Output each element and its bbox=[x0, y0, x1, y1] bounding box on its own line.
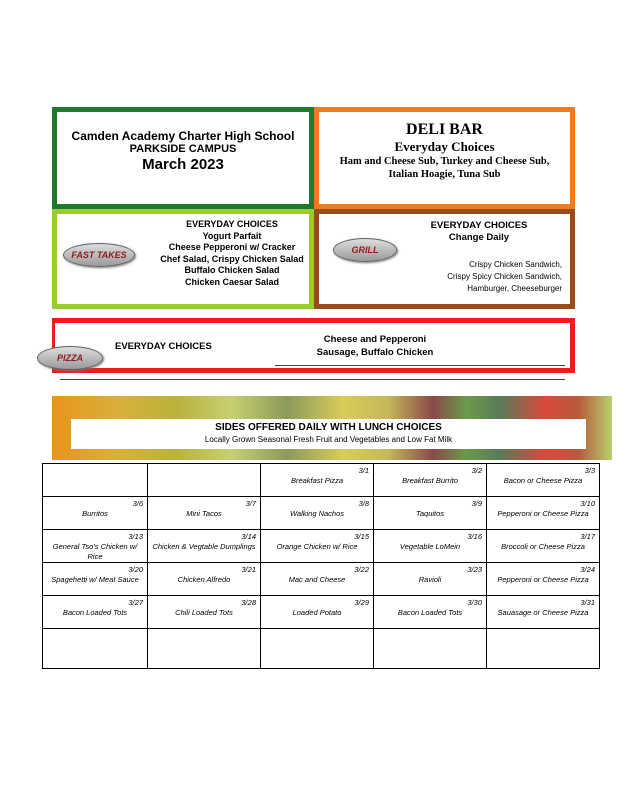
pizza-list bbox=[275, 333, 475, 359]
section-divider bbox=[60, 379, 565, 380]
calendar-day-cell bbox=[261, 596, 374, 629]
calendar-meal: Chili Loaded Tots bbox=[175, 608, 233, 617]
calendar-date: 3/8 bbox=[358, 499, 369, 508]
calendar-meal: Mini Tacos bbox=[186, 509, 222, 518]
calendar-date: 3/14 bbox=[241, 532, 256, 541]
calendar-day-cell bbox=[374, 497, 487, 530]
calendar-meal: Sauasage or Cheese Pizza bbox=[497, 608, 589, 617]
calendar-meal: Pepperoni or Cheese Pizza bbox=[497, 575, 589, 584]
calendar-week-row bbox=[43, 629, 600, 669]
deli-subtitle: Everyday Choices bbox=[394, 139, 495, 154]
calendar-meal: Bacon Loaded Tots bbox=[62, 608, 128, 617]
calendar-date: 3/9 bbox=[471, 499, 482, 508]
calendar-day-cell bbox=[43, 530, 148, 563]
calendar-date: 3/21 bbox=[241, 565, 256, 574]
calendar-day-cell bbox=[374, 563, 487, 596]
calendar-date: 3/27 bbox=[128, 598, 143, 607]
grill-item: Hamburger, Cheeseburger bbox=[467, 284, 562, 293]
calendar-day-cell bbox=[261, 497, 374, 530]
deli-line-2: Italian Hoagie, Tuna Sub bbox=[388, 169, 501, 180]
calendar-date: 3/13 bbox=[128, 532, 143, 541]
calendar-day-cell bbox=[148, 596, 261, 629]
deli-line-1: Ham and Cheese Sub, Turkey and Cheese Sub, bbox=[339, 156, 550, 167]
pizza-badge: PIZZA bbox=[37, 346, 103, 370]
fast-takes-list bbox=[152, 219, 312, 288]
calendar-day-cell bbox=[487, 497, 600, 530]
calendar-day-cell bbox=[487, 629, 600, 669]
calendar-meal: Mac and Cheese bbox=[288, 575, 346, 584]
sides-title: SIDES OFFERED DAILY WITH LUNCH CHOICES bbox=[215, 422, 442, 433]
calendar-meal: Broccoli or Cheese Pizza bbox=[501, 542, 585, 551]
pizza-underline bbox=[275, 365, 565, 366]
calendar-meal: Vegetable LoMein bbox=[399, 542, 461, 551]
fast-takes-heading: EVERYDAY CHOICES bbox=[186, 219, 278, 229]
calendar-week-row bbox=[43, 530, 600, 563]
calendar-date: 3/29 bbox=[354, 598, 369, 607]
grill-heading-block bbox=[424, 220, 534, 244]
calendar-meal: Burritos bbox=[82, 509, 108, 518]
calendar-date: 3/2 bbox=[471, 466, 482, 475]
calendar-day-cell bbox=[261, 464, 374, 497]
calendar-meal: Orange Chicken w/ Rice bbox=[276, 542, 358, 551]
fast-takes-item: Cheese Pepperoni w/ Cracker bbox=[168, 242, 296, 252]
calendar-meal: Spagehetti w/ Meat Sauce bbox=[51, 575, 139, 584]
calendar-meal: Breakfast Burrito bbox=[402, 476, 458, 485]
calendar-date: 3/20 bbox=[128, 565, 143, 574]
calendar-day-cell bbox=[43, 563, 148, 596]
grill-item: Crispy Spicy Chicken Sandwich, bbox=[447, 272, 562, 281]
sides-banner bbox=[71, 419, 586, 449]
school-header-box bbox=[52, 107, 314, 209]
fast-takes-badge: FAST TAKES bbox=[63, 243, 135, 267]
fast-takes-item: Chef Salad, Crispy Chicken Salad bbox=[160, 253, 304, 264]
grill-badge: GRILL bbox=[333, 238, 397, 262]
calendar-meal: Chicken Alfredo bbox=[177, 575, 231, 584]
calendar-day-cell bbox=[487, 563, 600, 596]
calendar-meal: Taquitos bbox=[415, 509, 445, 518]
calendar-week-row bbox=[43, 497, 600, 530]
pizza-line-2: Sausage, Buffalo Chicken bbox=[316, 347, 434, 358]
calendar-meal: General Tso's Chicken w/ Rice bbox=[52, 542, 138, 561]
grill-item: Crispy Chicken Sandwich, bbox=[469, 260, 562, 269]
school-name: Camden Academy Charter High School bbox=[71, 129, 295, 143]
calendar-day-cell bbox=[261, 629, 374, 669]
calendar-day-cell bbox=[148, 464, 261, 497]
fast-takes-item: Buffalo Chicken Salad bbox=[184, 265, 280, 275]
calendar-day-cell bbox=[148, 629, 261, 669]
calendar-day-cell bbox=[43, 629, 148, 669]
campus-name: PARKSIDE CAMPUS bbox=[129, 143, 237, 155]
calendar-day-cell bbox=[43, 596, 148, 629]
calendar-meal: Breakfast Pizza bbox=[290, 476, 344, 485]
calendar-meal: Chicken & Vegtable Dumplings bbox=[152, 542, 256, 551]
pizza-heading: EVERYDAY CHOICES bbox=[115, 341, 212, 352]
calendar-day-cell bbox=[43, 464, 148, 497]
calendar-week-row bbox=[43, 464, 600, 497]
fast-takes-item: Chicken Caesar Salad bbox=[184, 276, 280, 287]
calendar-meal: Walking Nachos bbox=[289, 509, 345, 518]
calendar-day-cell bbox=[148, 563, 261, 596]
menu-month: March 2023 bbox=[142, 156, 224, 173]
calendar-meal: Loaded Potato bbox=[292, 608, 342, 617]
calendar-meal: Pepperoni or Cheese Pizza bbox=[497, 509, 589, 518]
calendar-meal: Bacon Loaded Tots bbox=[397, 608, 463, 617]
sides-subtitle: Locally Grown Seasonal Fresh Fruit and Vegetables and Low Fat Milk bbox=[204, 435, 453, 444]
calendar-date: 3/22 bbox=[354, 565, 369, 574]
calendar-day-cell bbox=[374, 530, 487, 563]
pizza-box bbox=[52, 318, 575, 373]
calendar-meal: Bacon or Cheese Pizza bbox=[503, 476, 583, 485]
calendar-date: 3/31 bbox=[580, 598, 595, 607]
calendar-date: 3/10 bbox=[580, 499, 595, 508]
calendar-day-cell bbox=[374, 596, 487, 629]
deli-bar-box bbox=[314, 107, 575, 209]
calendar-date: 3/7 bbox=[245, 499, 256, 508]
calendar-day-cell bbox=[148, 497, 261, 530]
calendar-date: 3/3 bbox=[584, 466, 595, 475]
deli-title: DELI BAR bbox=[406, 121, 483, 138]
calendar-date: 3/15 bbox=[354, 532, 369, 541]
calendar-date: 3/30 bbox=[467, 598, 482, 607]
calendar-day-cell bbox=[487, 530, 600, 563]
calendar-meal: Ravioli bbox=[418, 575, 442, 584]
calendar-date: 3/23 bbox=[467, 565, 482, 574]
calendar-day-cell bbox=[487, 596, 600, 629]
calendar-day-cell bbox=[374, 629, 487, 669]
calendar-date: 3/1 bbox=[358, 466, 369, 475]
calendar-day-cell bbox=[487, 464, 600, 497]
fast-takes-item: Yogurt Parfait bbox=[202, 230, 262, 241]
grill-list bbox=[447, 259, 562, 295]
calendar-date: 3/28 bbox=[241, 598, 256, 607]
grill-heading: EVERYDAY CHOICES bbox=[430, 220, 528, 231]
calendar-date: 3/16 bbox=[467, 532, 482, 541]
grill-subheading: Change Daily bbox=[448, 232, 510, 243]
calendar-week-row bbox=[43, 563, 600, 596]
calendar-day-cell bbox=[261, 530, 374, 563]
calendar-date: 3/17 bbox=[580, 532, 595, 541]
pizza-line-1: Cheese and Pepperoni bbox=[323, 334, 427, 345]
calendar-week-row bbox=[43, 596, 600, 629]
lunch-calendar bbox=[42, 463, 600, 669]
calendar-date: 3/24 bbox=[580, 565, 595, 574]
calendar-day-cell bbox=[261, 563, 374, 596]
calendar-day-cell bbox=[43, 497, 148, 530]
calendar-day-cell bbox=[148, 530, 261, 563]
calendar-day-cell bbox=[374, 464, 487, 497]
calendar-date: 3/6 bbox=[132, 499, 143, 508]
